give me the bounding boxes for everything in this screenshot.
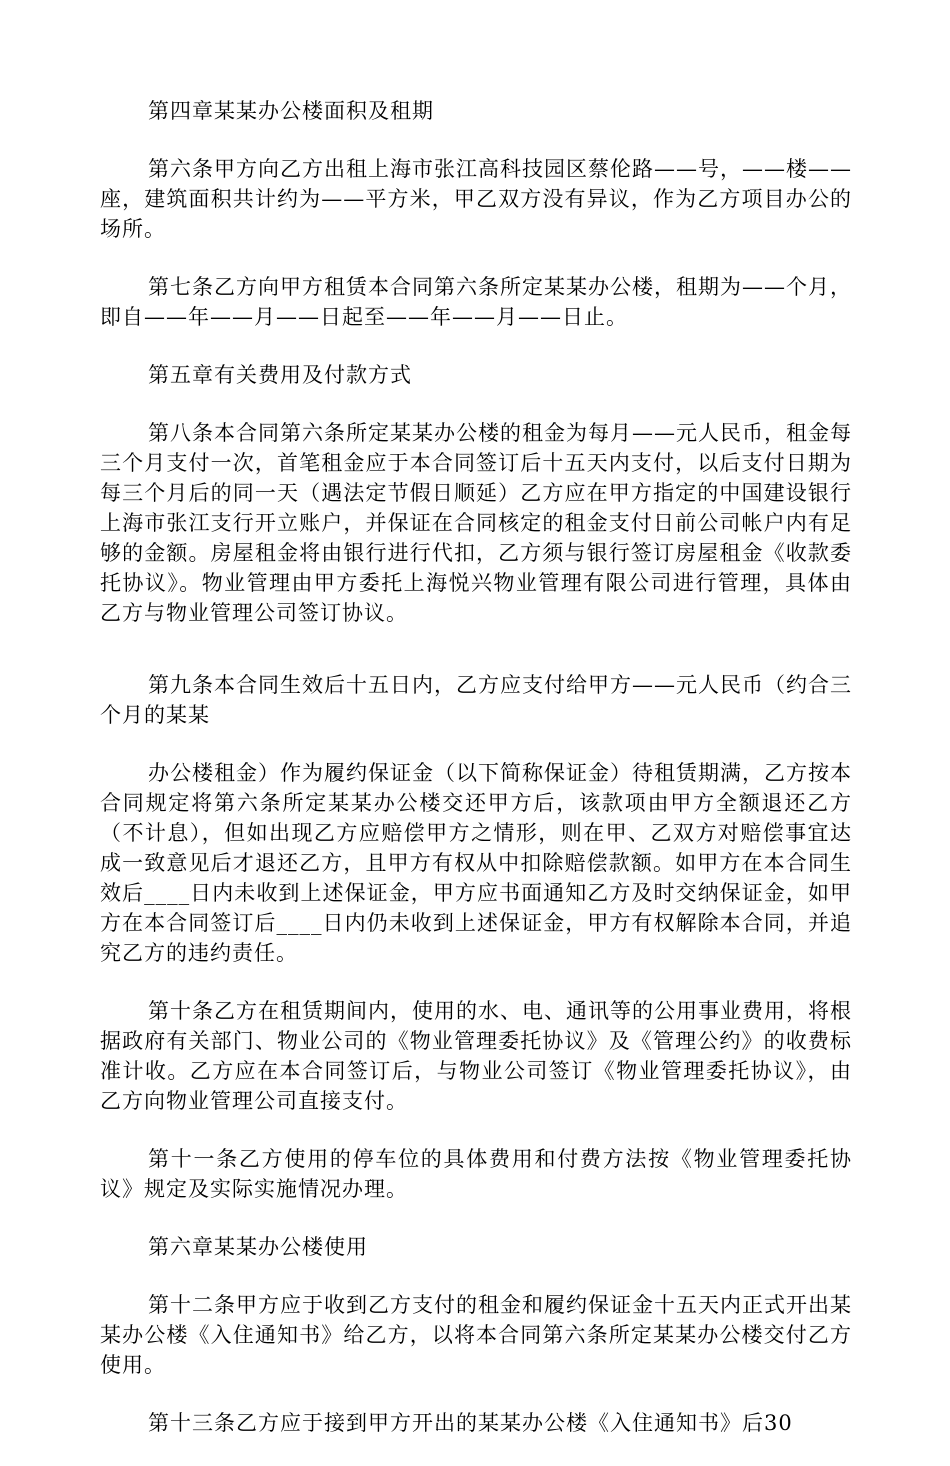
article-9-part-1: 第九条本合同生效后十五日内，乙方应支付给甲方——元人民币（约合三个月的某某	[100, 673, 852, 727]
document-page	[100, 96, 852, 1466]
chapter-6-heading: 第六章某某办公楼使用	[148, 1235, 368, 1259]
article-13: 第十三条乙方应于接到甲方开出的某某办公楼《入住通知书》后30	[148, 1411, 793, 1435]
chapter-5-heading: 第五章有关费用及付款方式	[148, 363, 412, 387]
article-10: 第十条乙方在租赁期间内，使用的水、电、通讯等的公用事业费用，将根据政府有关部门、物业公司的《物业管理委托协议》及《管理公约》的收费标准计收。乙方应在本合同签订后，与物业公司签订《物业管理委托协议》，由乙方向物业管理公司直接支付。	[100, 999, 852, 1113]
article-8: 第八条本合同第六条所定某某办公楼的租金为每月——元人民币，租金每三个月支付一次，首笔租金应于本合同签订后十五天内支付，以后支付日期为每三个月后的同一天（遇法定节假日顺延）乙方应在甲方指定的中国建设银行上海市张江支行开立账户，并保证在合同核定的租金支付日前公司帐户内有足够的金额。房屋租金将由银行进行代扣，乙方须与银行签订房屋租金《收款委托协议》。物业管理由甲方委托上海悦兴物业管理有限公司进行管理，具体由乙方与物业管理公司签订协议。	[100, 421, 852, 625]
article-6: 第六条甲方向乙方出租上海市张江高科技园区蔡伦路——号，——楼——座，建筑面积共计约为——平方米，甲乙双方没有异议，作为乙方项目办公的场所。	[100, 157, 852, 241]
chapter-4-heading: 第四章某某办公楼面积及租期	[148, 99, 434, 123]
article-7: 第七条乙方向甲方租赁本合同第六条所定某某办公楼，租期为——个月，即自——年——月——日起至——年——月——日止。	[100, 275, 852, 329]
article-11: 第十一条乙方使用的停车位的具体费用和付费方法按《物业管理委托协议》规定及实际实施情况办理。	[100, 1147, 852, 1201]
article-9-part-2: 办公楼租金）作为履约保证金（以下简称保证金）待租赁期满，乙方按本合同规定将第六条所定某某办公楼交还甲方后，该款项由甲方全额退还乙方（不计息），但如出现乙方应赔偿甲方之情形，则在甲、乙双方对赔偿事宜达成一致意见后才退还乙方，且甲方有权从中扣除赔偿款额。如甲方在本合同生效后____日内未收到上述保证金，甲方应书面通知乙方及时交纳保证金，如甲方在本合同签订后____日内仍未收到上述保证金，甲方有权解除本合同，并追究乙方的违约责任。	[100, 761, 852, 965]
article-12: 第十二条甲方应于收到乙方支付的租金和履约保证金十五天内正式开出某某办公楼《入住通知书》给乙方，以将本合同第六条所定某某办公楼交付乙方使用。	[100, 1293, 852, 1377]
